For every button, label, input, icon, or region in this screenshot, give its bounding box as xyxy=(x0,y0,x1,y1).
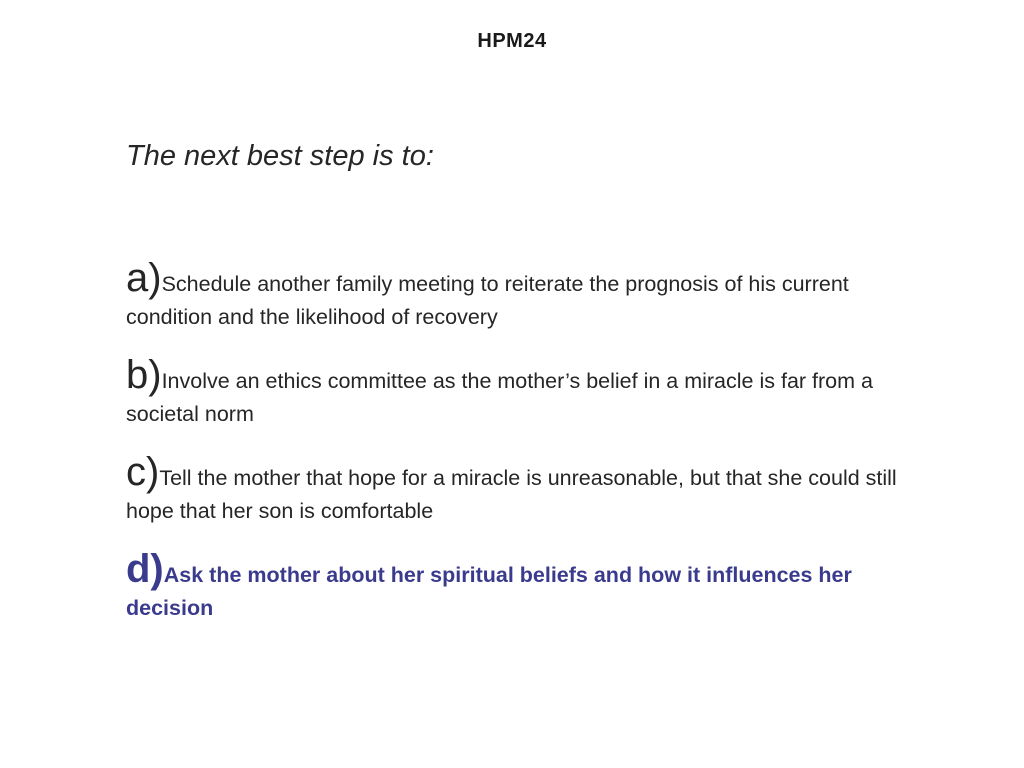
option-b-text: Involve an ethics committee as the mother’s belief in a miracle is far from a societal norm xyxy=(126,369,873,426)
slide-title: HPM24 xyxy=(477,30,547,52)
option-a xyxy=(126,256,916,334)
option-d-text: Ask the mother about her spiritual beliefs and how it influences her decision xyxy=(126,563,852,620)
answer-options-list xyxy=(126,256,916,650)
option-b-letter: b) xyxy=(126,353,162,397)
question-prompt: The next best step is to: xyxy=(126,140,434,172)
option-d-correct-answer xyxy=(126,547,916,625)
option-b xyxy=(126,353,916,431)
option-c-letter: c) xyxy=(126,450,160,494)
option-c-text: Tell the mother that hope for a miracle is unreasonable, but that she could still hope that her son is comfortable xyxy=(126,466,897,523)
option-d-letter: d) xyxy=(126,547,164,591)
option-a-text: Schedule another family meeting to reiterate the prognosis of his current condition and the likelihood of recovery xyxy=(126,272,849,329)
option-a-letter: a) xyxy=(126,256,162,300)
option-c xyxy=(126,450,916,528)
